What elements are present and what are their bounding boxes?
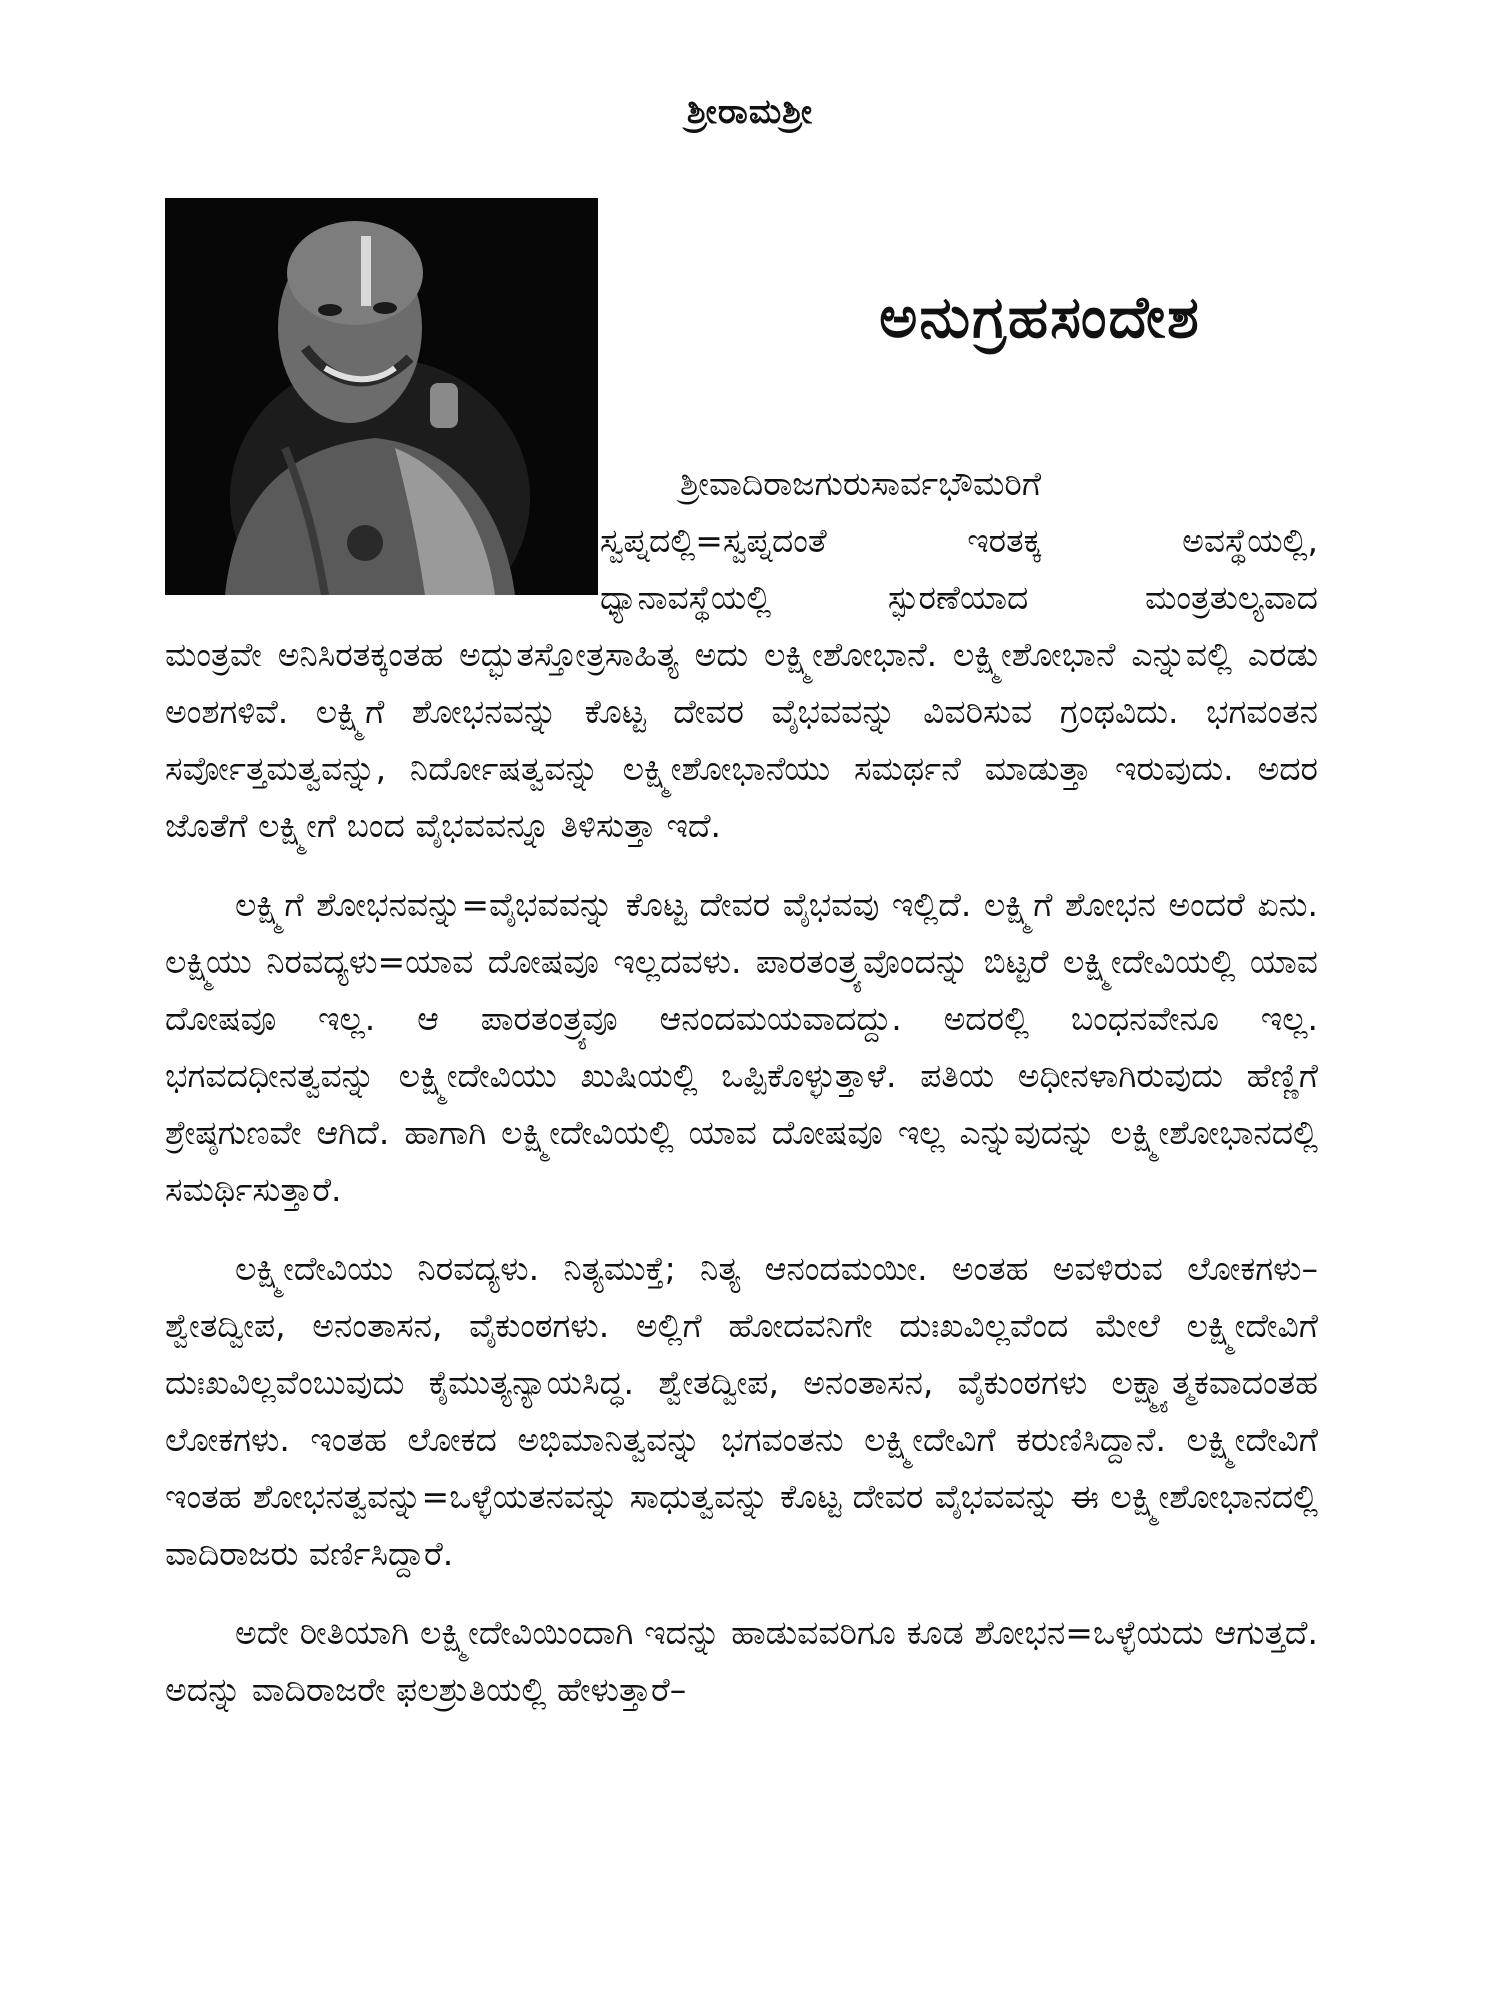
paragraph-3: ಲಕ್ಷ್ಮೀದೇವಿಯು ನಿರವದ್ಯಳು. ನಿತ್ಯಮುಕ್ತೆ; ನಿತ್ಯ ಆನಂದಮಯೀ. ಅಂತಹ ಅವಳಿರುವ ಲೋಕಗಳು– ಶ್ವೇತದ್ವೀಪ, ಅನಂತಾಸನ, ವೈಕುಂಠಗಳು. ಅಲ್ಲಿಗೆ ಹೋದವನಿಗೇ ದುಃಖವಿಲ್ಲವೆಂದ ಮೇಲೆ ಲಕ್ಷ್ಮೀದೇವಿಗೆ ದುಃಖವಿಲ್ಲವೆಂಬುವುದು ಕೈಮುತ್ಯನ್ಯಾಯಸಿದ್ಧ. ಶ್ವೇತದ್ವೀಪ, ಅನಂತಾಸನ, ವೈಕುಂಠಗಳು ಲಕ್ಷ್ಮ್ಯಾತ್ಮಕವಾದಂತಹ ಲೋಕಗಳು. ಇಂತಹ ಲೋಕದ ಅಭಿಮಾನಿತ್ವವನ್ನು ಭಗವಂತನು ಲಕ್ಷ್ಮೀದೇವಿಗೆ ಕರುಣಿಸಿದ್ದಾನೆ. ಲಕ್ಷ್ಮೀದೇವಿಗೆ ಇಂತಹ ಶೋಭನತ್ವವನ್ನು=ಒಳ್ಳೆಯತನವನ್ನು ಸಾಧುತ್ವವನ್ನು ಕೊಟ್ಟ ದೇವರ ವೈಭವವನ್ನು ಈ ಲಕ್ಷ್ಮೀಶೋಭಾನದಲ್ಲಿ ವಾದಿರಾಜರು ವರ್ಣಿಸಿದ್ದಾರೆ. <box>165 1249 1318 1573</box>
running-header: ಶ್ರೀರಾಮಶ್ರೀ <box>686 92 814 132</box>
intro-wrap-block <box>600 455 1318 626</box>
paragraph-4: ಅದೇ ರೀತಿಯಾಗಿ ಲಕ್ಷ್ಮೀದೇವಿಯಿಂದಾಗಿ ಇದನ್ನು ಹಾಡುವವರಿಗೂ ಕೂಡ ಶೋಭನ=ಒಳ್ಳೆಯದು ಆಗುತ್ತದೆ. ಅದನ್ನು ವಾದಿರಾಜರೇ ಫಲಶ್ರುತಿಯಲ್ಲಿ ಹೇಳುತ್ತಾರೆ– <box>165 1613 1318 1709</box>
article-body <box>165 626 1318 1718</box>
article-title: ಅನುಗ್ರಹಸಂದೇಶ <box>879 283 1201 351</box>
intro-line-3: ಧ್ಯಾನಾವಸ್ಥೆಯಲ್ಲಿ ಸ್ಫುರಣೆಯಾದ ಮಂತ್ರತುಲ್ಯವಾದ <box>600 578 1318 617</box>
intro-line-1: ಶ್ರೀವಾದಿರಾಜಗುರುಸಾರ್ವಭೌಮರಿಗೆ <box>680 464 1042 503</box>
intro-line-2: ಸ್ವಪ್ನದಲ್ಲಿ=ಸ್ವಪ್ನದಂತೆ ಇರತಕ್ಕ ಅವಸ್ಥೆಯಲ್ಲಿ, <box>600 521 1318 560</box>
portrait-image <box>165 198 598 595</box>
portrait-photo <box>165 198 598 595</box>
paragraph-1: ಮಂತ್ರವೇ ಅನಿಸಿರತಕ್ಕಂತಹ ಅದ್ಭುತಸ್ತೋತ್ರಸಾಹಿತ್ಯ ಅದು ಲಕ್ಷ್ಮೀಶೋಭಾನೆ. ಲಕ್ಷ್ಮೀಶೋಭಾನೆ ಎನ್ನುವಲ್ಲಿ ಎರಡು ಅಂಶಗಳಿವೆ. ಲಕ್ಷ್ಮಿಗೆ ಶೋಭನವನ್ನು ಕೊಟ್ಟ ದೇವರ ವೈಭವವನ್ನು ವಿವರಿಸುವ ಗ್ರಂಥವಿದು. ಭಗವಂತನ ಸರ್ವೋತ್ತಮತ್ವವನ್ನು, ನಿರ್ದೋಷತ್ವವನ್ನು ಲಕ್ಷ್ಮೀಶೋಭಾನೆಯು ಸಮರ್ಥನೆ ಮಾಡುತ್ತಾ ಇರುವುದು. ಅದರ ಜೊತೆಗೆ ಲಕ್ಷ್ಮೀಗೆ ಬಂದ ವೈಭವವನ್ನೂ ತಿಳಿಸುತ್ತಾ ಇದೆ. <box>165 635 1318 845</box>
paragraph-2: ಲಕ್ಷ್ಮಿಗೆ ಶೋಭನವನ್ನು=ವೈಭವವನ್ನು ಕೊಟ್ಟ ದೇವರ ವೈಭವವು ಇಲ್ಲಿದೆ. ಲಕ್ಷ್ಮಿಗೆ ಶೋಭನ ಅಂದರೆ ಏನು. ಲಕ್ಷ್ಮಿಯು ನಿರವದ್ಯಳು=ಯಾವ ದೋಷವೂ ಇಲ್ಲದವಳು. ಪಾರತಂತ್ರ್ಯವೊಂದನ್ನು ಬಿಟ್ಟರೆ ಲಕ್ಷ್ಮೀದೇವಿಯಲ್ಲಿ ಯಾವ ದೋಷವೂ ಇಲ್ಲ. ಆ ಪಾರತಂತ್ರ್ಯವೂ ಆನಂದಮಯವಾದದ್ದು. ಅದರಲ್ಲಿ ಬಂಧನವೇನೂ ಇಲ್ಲ. ಭಗವದಧೀನತ್ವವನ್ನು ಲಕ್ಷ್ಮೀದೇವಿಯು ಖುಷಿಯಲ್ಲಿ ಒಪ್ಪಿಕೊಳ್ಳುತ್ತಾಳೆ. ಪತಿಯ ಅಧೀನಳಾಗಿರುವುದು ಹೆಣ್ಣಿಗೆ ಶ್ರೇಷ್ಠಗುಣವೇ ಆಗಿದೆ. ಹಾಗಾಗಿ ಲಕ್ಷ್ಮೀದೇವಿಯಲ್ಲಿ ಯಾವ ದೋಷವೂ ಇಲ್ಲ ಎನ್ನುವುದನ್ನು ಲಕ್ಷ್ಮೀಶೋಭಾನದಲ್ಲಿ ಸಮರ್ಥಿಸುತ್ತಾರೆ. <box>165 885 1318 1209</box>
